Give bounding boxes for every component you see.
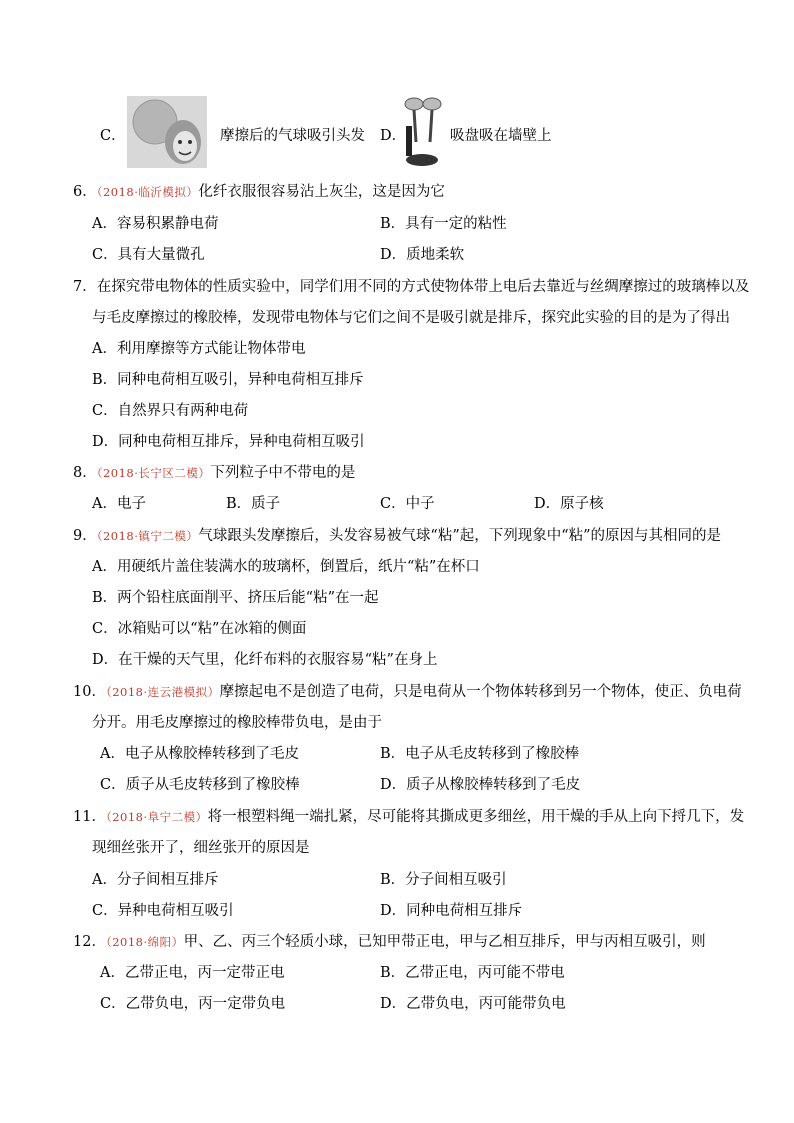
question-source: （2018·阜宁二模）	[105, 810, 208, 824]
question-12	[73, 932, 706, 952]
q10-option-a: A．电子从橡胶棒转移到了毛皮	[100, 746, 299, 762]
question-6	[73, 182, 445, 202]
q10-option-d: D．质子从橡胶棒转移到了毛皮	[380, 777, 581, 793]
q8-option-a: A．电子	[92, 496, 146, 512]
q12-option-b: B．乙带正电，丙可能不带电	[380, 965, 565, 981]
question-stem: 在探究带电物体的性质实验中，同学们用不同的方式使物体带上电后去靠近与丝绸摩擦过的玻璃棒以及	[96, 279, 750, 295]
question-number: 7．	[73, 279, 97, 295]
q11-option-a: A．分子间相互排斥	[92, 872, 219, 888]
question-number: 10．	[73, 684, 106, 700]
question-number: 11．	[73, 809, 106, 825]
q6-option-c: C．具有大量微孔	[92, 247, 205, 263]
q6-option-b: B．具有一定的粘性	[380, 216, 507, 232]
q11-option-b: B．分子间相互吸引	[380, 872, 507, 888]
q5-option-d-letter: D．	[380, 128, 407, 144]
question-source: （2018·绵阳）	[105, 935, 184, 949]
q10-option-c: C．质子从毛皮转移到了橡胶棒	[100, 777, 300, 793]
question-stem: 将一根塑料绳一端扎紧，尽可能将其撕成更多细丝，用干燥的手从上向下捋几下，发	[207, 809, 745, 825]
suction-cup-image	[402, 96, 444, 172]
question-source: （2018·连云港模拟）	[105, 685, 220, 699]
question-10-stem-line2: 分开。用毛皮摩擦过的橡胶棒带负电，是由于	[92, 715, 382, 731]
question-source: （2018·临沂模拟）	[96, 185, 199, 199]
q6-option-a: A．容易积累静电荷	[92, 216, 219, 232]
question-stem: 化纤衣服很容易沾上灰尘，这是因为它	[198, 184, 445, 200]
question-7	[73, 277, 749, 297]
question-10	[73, 682, 742, 702]
q12-option-c: C．乙带负电，丙一定带负电	[100, 996, 286, 1012]
q5-option-c-letter: C．	[100, 128, 126, 144]
q8-option-b: B．质子	[226, 496, 281, 512]
question-9	[73, 526, 721, 546]
q11-option-c: C．异种电荷相互吸引	[92, 903, 234, 919]
q9-option-d: D．在干燥的天气里，化纤布料的衣服容易“粘”在身上	[92, 652, 438, 668]
q8-option-d: D．原子核	[534, 496, 604, 512]
q9-option-b: B．两个铅柱底面削平、挤压后能“粘”在一起	[92, 590, 379, 606]
question-11-stem-line2: 现细丝张开了，细丝张开的原因是	[92, 840, 310, 856]
question-7-stem-line2: 与毛皮摩擦过的橡胶棒，发现带电物体与它们之间不是吸引就是排斥，探究此实验的目的是为了得出	[92, 310, 730, 326]
q12-option-a: A．乙带正电，丙一定带正电	[100, 965, 285, 981]
q12-option-d: D．乙带负电，丙可能带负电	[380, 996, 566, 1012]
question-source: （2018·长宁区二模）	[96, 466, 211, 480]
question-number: 12．	[73, 934, 106, 950]
question-stem: 甲、乙、丙三个轻质小球，已知甲带正电，甲与乙相互排斥，甲与丙相互吸引，则	[183, 934, 706, 950]
balloon-hair-image	[127, 96, 207, 168]
q7-option-a: A．利用摩擦等方式能让物体带电	[92, 341, 306, 357]
q8-option-c: C．中子	[380, 496, 435, 512]
q5-option-d-text: 吸盘吸在墙壁上	[450, 128, 552, 144]
question-stem: 下列粒子中不带电的是	[210, 465, 356, 481]
question-source: （2018·镇宁二模）	[96, 529, 199, 543]
question-number: 9．	[73, 528, 97, 544]
question-stem: 气球跟头发摩擦后，头发容易被气球“粘”起，下列现象中“粘”的原因与其相同的是	[198, 528, 722, 544]
q5-option-c-text: 摩擦后的气球吸引头发	[220, 128, 365, 144]
q9-option-a: A．用硬纸片盖住装满水的玻璃杯，倒置后，纸片“粘”在杯口	[92, 559, 480, 575]
q10-option-b: B．电子从毛皮转移到了橡胶棒	[380, 746, 580, 762]
question-stem: 摩擦起电不是创造了电荷，只是电荷从一个物体转移到另一个物体，使正、负电荷	[219, 684, 742, 700]
question-number: 8．	[73, 465, 97, 481]
q11-option-d: D．同种电荷相互排斥	[380, 903, 523, 919]
question-11	[73, 807, 744, 827]
q7-option-c: C．自然界只有两种电荷	[92, 403, 249, 419]
question-number: 6．	[73, 184, 97, 200]
q7-option-b: B．同种电荷相互吸引，异种电荷相互排斥	[92, 372, 364, 388]
question-8	[73, 463, 355, 483]
q9-option-c: C．冰箱贴可以“粘”在冰箱的侧面	[92, 621, 307, 637]
q7-option-d: D．同种电荷相互排斥，异种电荷相互吸引	[92, 434, 365, 450]
q6-option-d: D．质地柔软	[380, 247, 465, 263]
